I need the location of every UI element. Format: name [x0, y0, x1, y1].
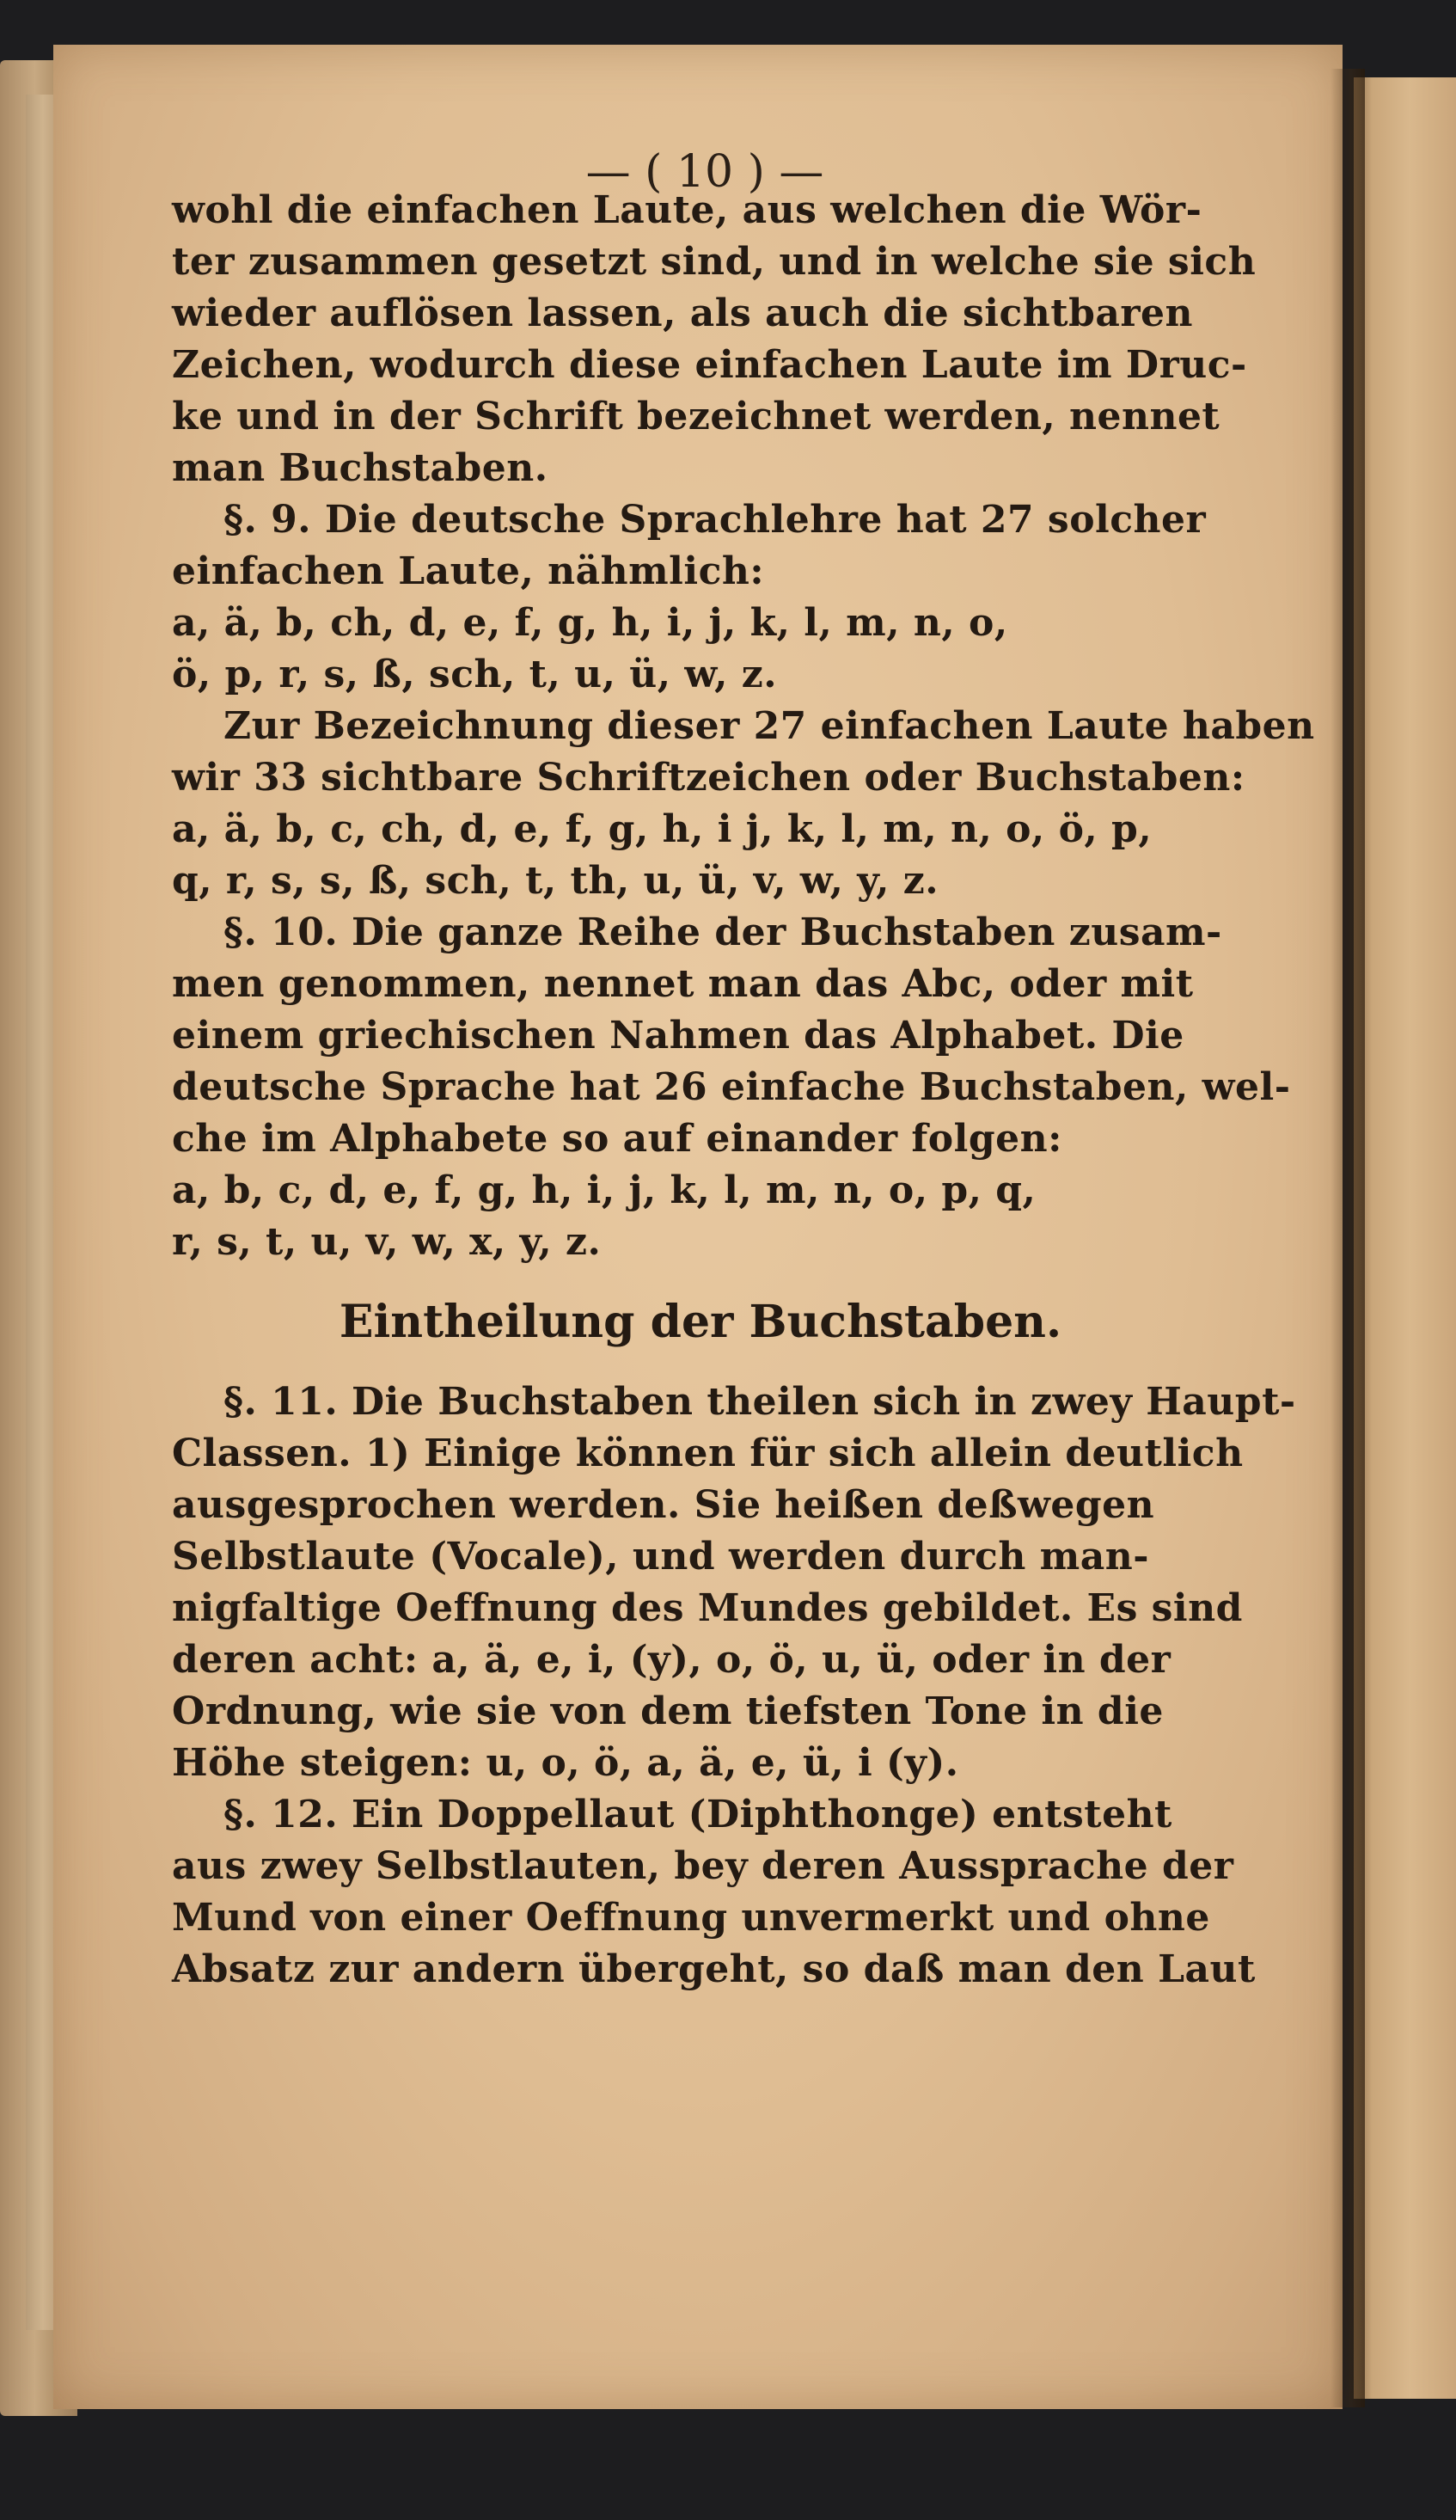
text-line: Zeichen, wodurch diese einfachen Laute im Druc- — [172, 343, 1247, 387]
text-line: a, ä, b, ch, d, e, f, g, h, i, j, k, l, m, n, o, — [172, 601, 1008, 645]
text-line: man Buchstaben. — [172, 446, 548, 490]
text-line: che im Alphabete so auf einander folgen: — [172, 1117, 1062, 1161]
text-line: ausgesprochen werden. Sie heißen deßwegen — [172, 1483, 1155, 1527]
text-line: §. 9. Die deutsche Sprachlehre hat 27 solcher — [223, 498, 1207, 542]
text-line: ke und in der Schrift bezeichnet werden, nennet — [172, 395, 1220, 438]
text-line: wieder auflösen lassen, als auch die sichtbaren — [172, 291, 1194, 335]
book-gutter-shadow — [1331, 69, 1365, 2407]
text-line: men genommen, nennet man das Abc, oder mit — [172, 962, 1194, 1006]
page-body — [172, 185, 1315, 1996]
text-line: §. 12. Ein Doppellaut (Diphthonge) entsteht — [223, 1793, 1172, 1836]
text-line: Classen. 1) Einige können für sich allein deutlich — [172, 1432, 1244, 1475]
text-line: nigfaltige Oeffnung des Mundes gebildet. Es sind — [172, 1586, 1243, 1630]
text-line: r, s, t, u, v, w, x, y, z. — [172, 1220, 602, 1264]
text-line: Höhe steigen: u, o, ö, a, ä, e, ü, i (y). — [172, 1741, 959, 1785]
text-line: deren acht: a, ä, e, i, (y), o, ö, u, ü, oder in der — [172, 1638, 1172, 1682]
text-line: wir 33 sichtbare Schriftzeichen oder Buchstaben: — [172, 756, 1245, 800]
text-line: wohl die einfachen Laute, aus welchen die Wör- — [172, 188, 1202, 232]
text-line: ö, p, r, s, ß, sch, t, u, ü, w, z. — [172, 653, 778, 696]
text-line: Ordnung, wie sie von dem tiefsten Tone in die — [172, 1689, 1164, 1733]
text-line: aus zwey Selbstlauten, bey deren Aussprache der — [172, 1844, 1234, 1888]
text-line: Mund von einer Oeffnung unvermerkt und ohne — [172, 1896, 1210, 1940]
text-section-bottom — [172, 1376, 1296, 1996]
text-line: a, ä, b, c, ch, d, e, f, g, h, i j, k, l, m, n, o, ö, p, — [172, 807, 1153, 851]
text-line: Zur Bezeichnung dieser 27 einfachen Laute haben — [223, 704, 1315, 748]
text-line: q, r, s, s, ß, sch, t, th, u, ü, v, w, y, z. — [172, 859, 939, 903]
text-line: Absatz zur andern übergeht, so daß man den Laut — [172, 1947, 1256, 1991]
text-section-top — [172, 185, 1315, 1268]
section-heading: Eintheilung der Buchstaben. — [339, 1296, 1062, 1348]
text-line: §. 11. Die Buchstaben theilen sich in zwey Haupt- — [223, 1380, 1296, 1424]
page-number: — ( 10 ) — — [585, 146, 824, 198]
text-line: a, b, c, d, e, f, g, h, i, j, k, l, m, n, o, p, q, — [172, 1168, 1037, 1212]
text-line: Selbstlaute (Vocale), und werden durch man- — [172, 1535, 1149, 1579]
text-line: deutsche Sprache hat 26 einfache Buchstaben, wel- — [172, 1065, 1291, 1109]
text-line: §. 10. Die ganze Reihe der Buchstaben zusam- — [223, 911, 1222, 954]
text-line: einem griechischen Nahmen das Alphabet. Die — [172, 1014, 1184, 1058]
text-line: einfachen Laute, nähmlich: — [172, 549, 765, 593]
facing-page-edge — [1354, 77, 1456, 2399]
text-line: ter zusammen gesetzt sind, und in welche sie sich — [172, 240, 1257, 284]
